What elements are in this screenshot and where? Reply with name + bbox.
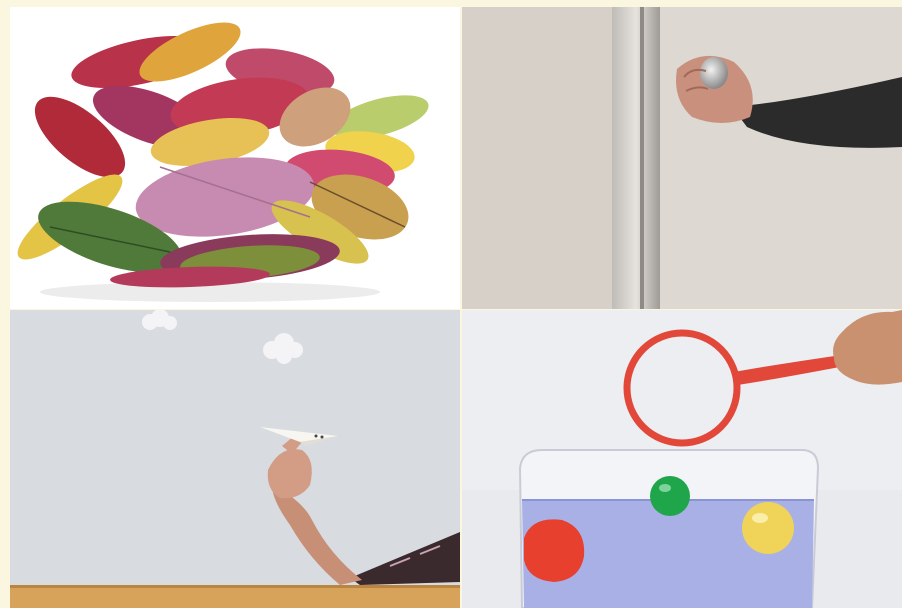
paper-airplane-illustration: [10, 310, 460, 608]
door-photo: [462, 7, 902, 309]
leaves-photo: [10, 7, 460, 309]
door-illustration: [462, 7, 902, 309]
water-balls-photo: [462, 310, 902, 608]
water-balls-illustration: [462, 310, 902, 608]
leaves-illustration: [10, 7, 460, 309]
paper-airplane-photo: [10, 310, 460, 608]
